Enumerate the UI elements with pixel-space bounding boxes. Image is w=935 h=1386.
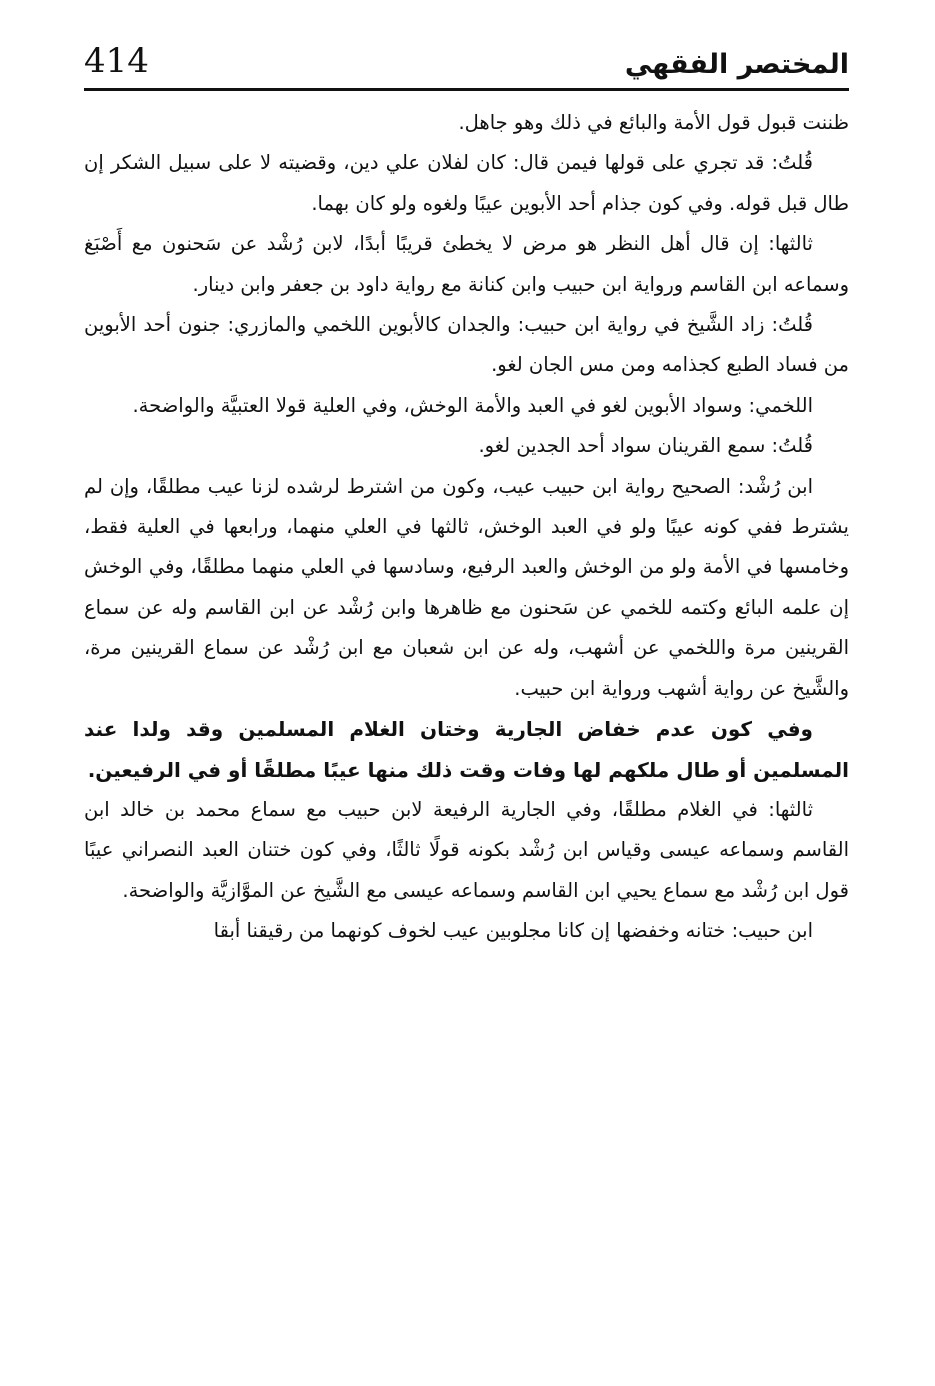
page-body	[84, 103, 849, 952]
paragraph: ابن حبيب: ختانه وخفضها إن كانا مجلوبين عيب لخوف كونهما من رقيقنا أبقا	[213, 919, 813, 943]
paragraph: قُلتُ: سمع القرينان سواد أحد الجدين لغو.	[478, 434, 813, 458]
paragraph: اللخمي: وسواد الأبوين لغو في العبد والأمة الوخش، وفي العلية قولا العتبيَّة والواضحة.	[132, 393, 813, 417]
paragraph: قُلتُ: زاد الشَّيخ في رواية ابن حبيب: والجدان كالأبوين اللخمي والمازري: جنون أحد الأبوين من فساد الطبع كجذامه ومن مس الجان لغو.	[84, 313, 849, 377]
page-header	[84, 30, 849, 81]
paragraph: ثالثها: في الغلام مطلقًا، وفي الجارية الرفيعة لابن حبيب مع سماع محمد بن خالد ابن القاسم وسماعه عيسى وقياس ابن رُشْد بكونه قولًا ثالثًا، وفي كون ختنان العبد النصراني عيبًا قول ابن رُشْد مع سماع يحيي ابن القاسم وسماعه عيسى مع الشَّيخ عن الموَّازيَّة والواضحة.	[84, 797, 849, 902]
paragraph: ثالثها: إن قال أهل النظر هو مرض لا يخطئ قريبًا أبدًا، لابن رُشْد عن سَحنون مع أَصْبَغ وسماعه ابن القاسم ورواية ابن حبيب وابن كنانة مع رواية داود بن جعفر وابن دينار.	[84, 232, 849, 296]
paragraph: وفي كون عدم خفاض الجارية وختان الغلام المسلمين وقد ولدا عند المسلمين أو طال ملكهم لها وفات وقت ذلك منها عيبًا مطلقًا أو في الرفيعين.	[84, 717, 849, 782]
header-rule	[84, 88, 849, 91]
paragraph: ابن رُشْد: الصحيح رواية ابن حبيب عيب، وكون من اشترط لرشده لزنا عيب مطلقًا، وإن لم يشترط ففي كونه عيبًا ولو في العبد الوخش، ثالثها في العلي منهما، ورابعها في العلية فقط، وخامسها في الأمة ولو من الوخش والعبد الرفيع، وسادسها في العلي منهما مطلقًا، وفي الوخش إن علمه البائع وكتمه للخمي عن سَحنون مع ظاهرها وابن رُشْد عن ابن القاسم وله عن سماع القرينين مرة واللخمي عن أشهب، وله عن ابن شعبان مع ابن رُشْد عن سماع القرينين مرة، والشَّيخ عن رواية أشهب ورواية ابن حبيب.	[84, 474, 849, 700]
running-title: المختصر الفقهي	[624, 49, 849, 80]
page-number: 414	[84, 41, 149, 81]
paragraph: قُلتُ: قد تجري على قولها فيمن قال: كان لفلان علي دين، وقضيته لا على سبيل الشكر إن طال قبل قوله. وفي كون جذام أحد الأبوين عيبًا ولغوه ولو كان بهما.	[84, 151, 849, 215]
paragraph: ظننت قبول قول الأمة والبائع في ذلك وهو جاهل.	[458, 111, 849, 134]
